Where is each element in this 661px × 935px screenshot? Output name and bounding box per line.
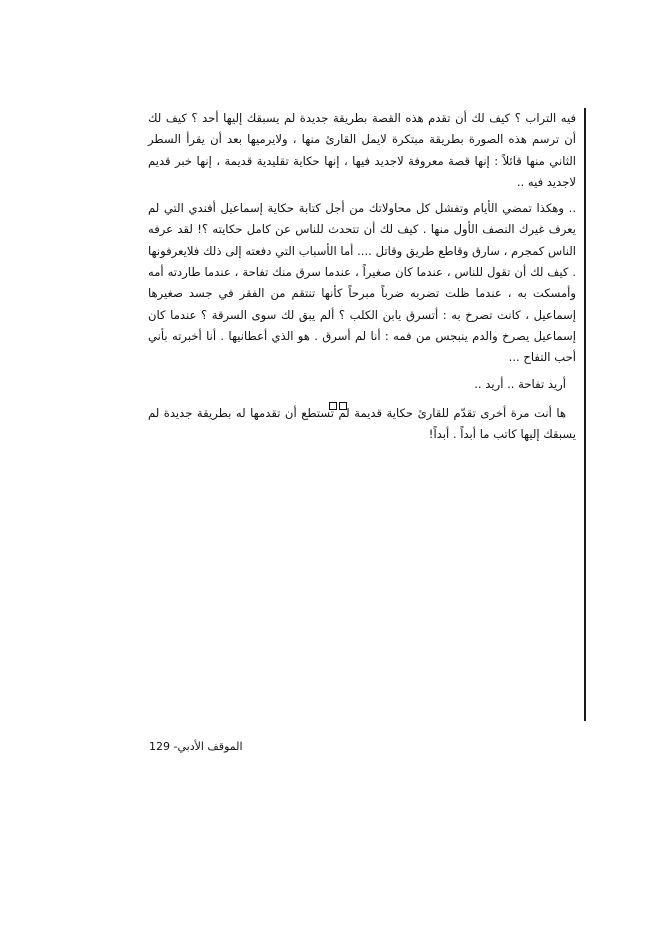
page-footer: الموقف الأدبي- 129: [149, 740, 243, 753]
article-body: [148, 108, 576, 445]
paragraph-1: فيه التراب ؟ كيف لك أن تقدم هذه القصة بطريقة جديدة لم يسبقك إليها أحد ؟ كيف لك أن ترسم هذه الصورة بطريقة مبتكرة لايمل القارئ منها ، ولايرميها بعد أن يقرأ السطر الثاني منها قائلاً : إنها قصة معروفة لاجديد فيها ، إنها حكاية تقليدية قديمة ، إنها خبر قديم لاجديد فيه ..: [148, 111, 576, 189]
paragraph-3: أريد تفاحة .. أريد ..: [474, 376, 566, 391]
margin-rule: [584, 108, 586, 721]
paragraph-4: ها أنت مرة أخرى تقدّم للقارئ حكاية قديمة لم تستطع أن تقدمها له بطريقة جديدة لم يسبقك إليها كاتب ما أبداً . أبداً!: [148, 405, 576, 442]
separator-box-icon: [329, 402, 337, 410]
separator-box-icon: [339, 402, 347, 410]
paragraph-2: .. وهكذا تمضي الأيام وتفشل كل محاولاتك من أجل كتابة حكاية إسماعيل أفندي التي لم يعرف غيرك النصف الأول منها . كيف لك أن تتحدث للناس عن كامل حكايته ؟! لقد عرفه الناس كمجرم ، سارق وقاطع طريق وقاتل .... أما الأسباب التي دفعته إلى ذلك فلايعرفونها . كيف لك أن تقول للناس ، عندما كان صغيراً ، عندما سرق منك تفاحة ، عندما طاردته أمه وأمسكت به ، عندما ظلت تضربه ضرباً مبرحاً كأنها تنتقم من الفقر في جسد صغيرها إسماعيل ، كانت تصرخ به : أتسرق يابن الكلب ؟ ألم يبق لك سوى السرقة ؟ عندما كان إسماعيل يصرخ والدم ينبجس من فمه : أنا لم أسرق . هو الذي أعطانيها . أنا أخبرته بأني أحب التفاح ...: [148, 201, 576, 365]
section-separator: [329, 402, 347, 412]
